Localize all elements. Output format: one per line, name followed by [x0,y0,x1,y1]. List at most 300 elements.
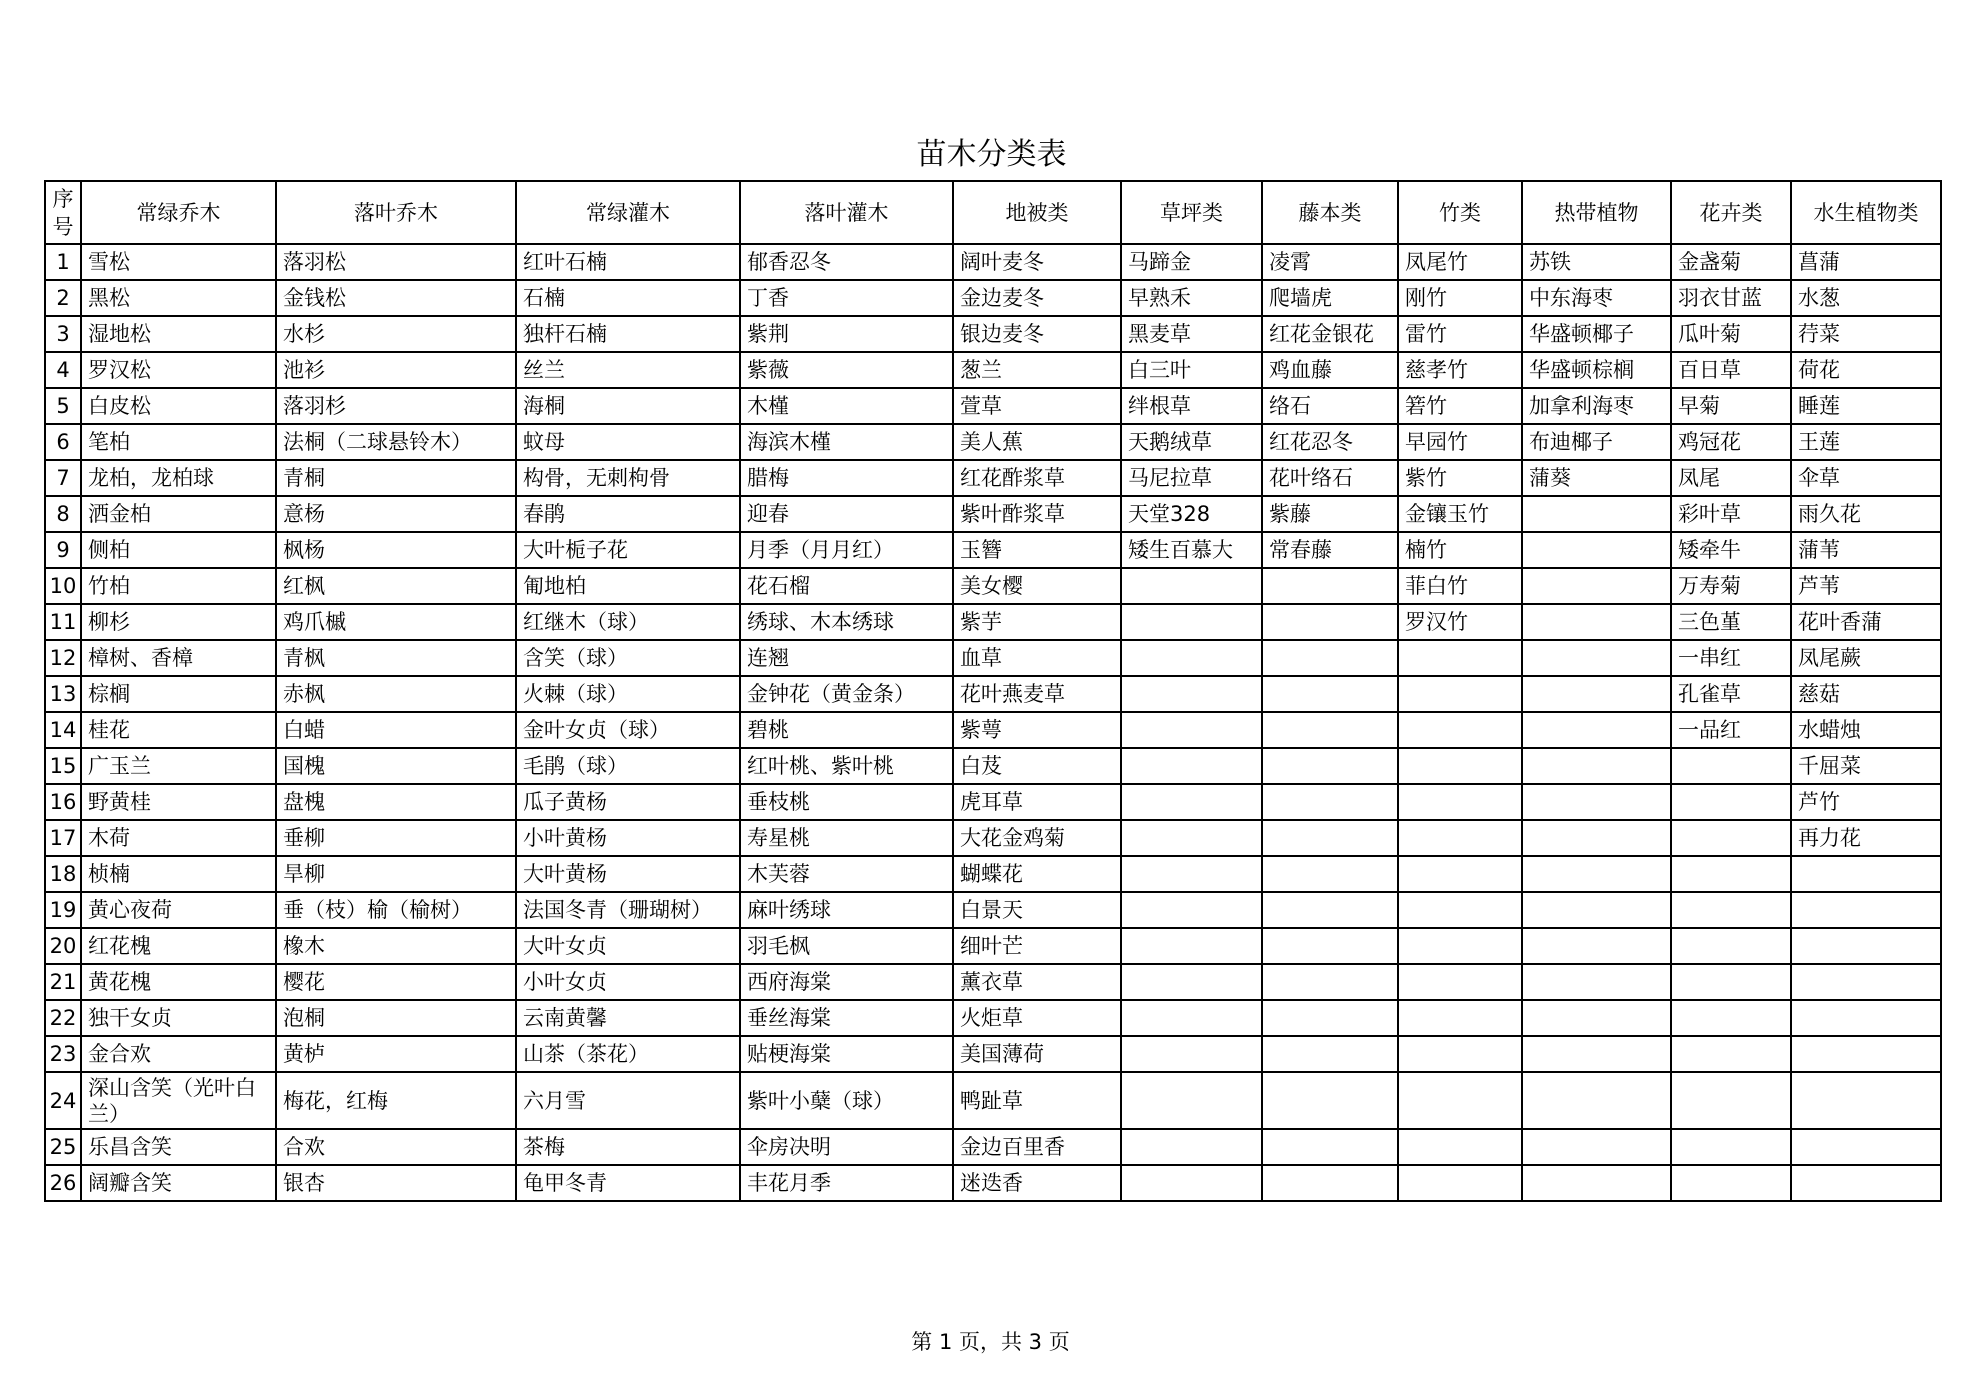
cell-bamboo: 雷竹 [1398,316,1522,352]
cell-seq: 15 [45,748,81,784]
cell-ground-cover: 美人蕉 [953,424,1121,460]
table-body [45,244,1941,1201]
cell-tropical: 苏铁 [1522,244,1671,280]
cell-tropical [1522,1000,1671,1036]
cell-flower [1671,1036,1791,1072]
cell-lawn-grass: 黑麦草 [1121,316,1262,352]
cell-flower: 百日草 [1671,352,1791,388]
table-row [45,640,1941,676]
cell-evergreen-tree: 广玉兰 [81,748,276,784]
cell-deciduous-shrub: 腊梅 [740,460,953,496]
header-evergreen-shrub: 常绿灌木 [516,181,740,244]
cell-seq: 2 [45,280,81,316]
cell-tropical [1522,1072,1671,1129]
cell-ground-cover: 紫叶酢浆草 [953,496,1121,532]
cell-flower: 羽衣甘蓝 [1671,280,1791,316]
cell-flower [1671,964,1791,1000]
cell-deciduous-tree: 鸡爪槭 [276,604,516,640]
cell-evergreen-tree: 金合欢 [81,1036,276,1072]
table-row [45,712,1941,748]
cell-vine [1262,784,1398,820]
table-row [45,1072,1941,1129]
cell-lawn-grass [1121,856,1262,892]
cell-deciduous-shrub: 金钟花（黄金条） [740,676,953,712]
cell-vine [1262,568,1398,604]
cell-ground-cover: 红花酢浆草 [953,460,1121,496]
cell-aquatic [1791,892,1941,928]
header-row [45,181,1941,244]
cell-ground-cover: 玉簪 [953,532,1121,568]
cell-lawn-grass [1121,820,1262,856]
cell-flower: 万寿菊 [1671,568,1791,604]
cell-deciduous-shrub: 绣球、木本绣球 [740,604,953,640]
cell-ground-cover: 薰衣草 [953,964,1121,1000]
cell-deciduous-tree: 泡桐 [276,1000,516,1036]
cell-bamboo: 紫竹 [1398,460,1522,496]
cell-bamboo [1398,820,1522,856]
cell-tropical [1522,1165,1671,1201]
cell-bamboo: 罗汉竹 [1398,604,1522,640]
cell-seq: 24 [45,1072,81,1129]
cell-lawn-grass [1121,1129,1262,1165]
cell-deciduous-shrub: 伞房决明 [740,1129,953,1165]
cell-lawn-grass [1121,892,1262,928]
cell-seq: 26 [45,1165,81,1201]
cell-vine [1262,928,1398,964]
cell-tropical: 蒲葵 [1522,460,1671,496]
cell-deciduous-shrub: 西府海棠 [740,964,953,1000]
cell-vine [1262,1165,1398,1201]
header-deciduous-shrub: 落叶灌木 [740,181,953,244]
cell-tropical [1522,1129,1671,1165]
cell-tropical [1522,568,1671,604]
cell-aquatic: 花叶香蒲 [1791,604,1941,640]
cell-evergreen-tree: 乐昌含笑 [81,1129,276,1165]
cell-ground-cover: 迷迭香 [953,1165,1121,1201]
cell-bamboo: 早园竹 [1398,424,1522,460]
cell-evergreen-shrub: 火棘（球） [516,676,740,712]
cell-aquatic [1791,1165,1941,1201]
cell-aquatic: 芦苇 [1791,568,1941,604]
cell-bamboo [1398,964,1522,1000]
cell-tropical [1522,748,1671,784]
cell-bamboo [1398,1000,1522,1036]
cell-aquatic: 睡莲 [1791,388,1941,424]
cell-vine [1262,640,1398,676]
cell-aquatic: 蒲苇 [1791,532,1941,568]
cell-tropical: 中东海枣 [1522,280,1671,316]
cell-vine [1262,856,1398,892]
cell-flower [1671,1165,1791,1201]
cell-tropical: 华盛顿棕榈 [1522,352,1671,388]
cell-deciduous-shrub: 花石榴 [740,568,953,604]
cell-evergreen-tree: 洒金柏 [81,496,276,532]
cell-deciduous-tree: 金钱松 [276,280,516,316]
cell-seq: 1 [45,244,81,280]
table-row [45,568,1941,604]
cell-evergreen-tree: 野黄桂 [81,784,276,820]
cell-aquatic [1791,1072,1941,1129]
cell-evergreen-tree: 柳杉 [81,604,276,640]
cell-vine [1262,1129,1398,1165]
cell-vine: 紫藤 [1262,496,1398,532]
cell-tropical: 华盛顿椰子 [1522,316,1671,352]
cell-bamboo: 箬竹 [1398,388,1522,424]
table-row [45,280,1941,316]
cell-seq: 16 [45,784,81,820]
cell-evergreen-shrub: 大叶黄杨 [516,856,740,892]
cell-tropical [1522,712,1671,748]
cell-evergreen-shrub: 龟甲冬青 [516,1165,740,1201]
cell-lawn-grass [1121,1165,1262,1201]
cell-flower: 一串红 [1671,640,1791,676]
table-row [45,820,1941,856]
cell-aquatic [1791,1036,1941,1072]
cell-deciduous-shrub: 丁香 [740,280,953,316]
cell-flower: 凤尾 [1671,460,1791,496]
cell-bamboo [1398,928,1522,964]
cell-deciduous-tree: 黄栌 [276,1036,516,1072]
cell-seq: 12 [45,640,81,676]
cell-ground-cover: 白芨 [953,748,1121,784]
table-row [45,784,1941,820]
cell-ground-cover: 葱兰 [953,352,1121,388]
cell-deciduous-tree: 意杨 [276,496,516,532]
cell-deciduous-tree: 国槐 [276,748,516,784]
cell-evergreen-shrub: 红继木（球） [516,604,740,640]
cell-vine [1262,964,1398,1000]
cell-evergreen-tree: 阔瓣含笑 [81,1165,276,1201]
table-row [45,244,1941,280]
cell-vine [1262,892,1398,928]
cell-evergreen-tree: 黄花槐 [81,964,276,1000]
cell-evergreen-tree: 桢楠 [81,856,276,892]
cell-ground-cover: 火炬草 [953,1000,1121,1036]
cell-flower: 金盏菊 [1671,244,1791,280]
cell-deciduous-shrub: 紫叶小蘖（球） [740,1072,953,1129]
cell-deciduous-tree: 池衫 [276,352,516,388]
cell-deciduous-tree: 青枫 [276,640,516,676]
cell-tropical: 布迪椰子 [1522,424,1671,460]
cell-evergreen-shrub: 蚊母 [516,424,740,460]
cell-evergreen-shrub: 春鹃 [516,496,740,532]
table-row [45,460,1941,496]
cell-ground-cover: 鸭趾草 [953,1072,1121,1129]
cell-flower [1671,892,1791,928]
cell-aquatic: 千屈菜 [1791,748,1941,784]
cell-evergreen-tree: 棕榈 [81,676,276,712]
table-row [45,316,1941,352]
cell-ground-cover: 蝴蝶花 [953,856,1121,892]
cell-lawn-grass: 绊根草 [1121,388,1262,424]
cell-flower: 早菊 [1671,388,1791,424]
cell-evergreen-shrub: 构骨，无刺枸骨 [516,460,740,496]
cell-deciduous-shrub: 紫荆 [740,316,953,352]
cell-evergreen-shrub: 金叶女贞（球） [516,712,740,748]
cell-deciduous-shrub: 月季（月月红） [740,532,953,568]
cell-vine [1262,676,1398,712]
cell-ground-cover: 美女樱 [953,568,1121,604]
cell-vine: 爬墙虎 [1262,280,1398,316]
cell-tropical [1522,532,1671,568]
cell-aquatic: 荷花 [1791,352,1941,388]
cell-deciduous-tree: 盘槐 [276,784,516,820]
cell-vine [1262,604,1398,640]
cell-flower: 孔雀草 [1671,676,1791,712]
cell-lawn-grass: 矮生百慕大 [1121,532,1262,568]
cell-vine: 凌霄 [1262,244,1398,280]
cell-seq: 21 [45,964,81,1000]
cell-seq: 22 [45,1000,81,1036]
header-vine: 藤本类 [1262,181,1398,244]
cell-flower: 三色堇 [1671,604,1791,640]
cell-evergreen-shrub: 毛鹃（球） [516,748,740,784]
cell-deciduous-tree: 青桐 [276,460,516,496]
cell-lawn-grass [1121,784,1262,820]
cell-evergreen-tree: 红花槐 [81,928,276,964]
cell-ground-cover: 金边麦冬 [953,280,1121,316]
cell-deciduous-shrub: 丰花月季 [740,1165,953,1201]
cell-flower: 一品红 [1671,712,1791,748]
cell-deciduous-shrub: 迎春 [740,496,953,532]
cell-ground-cover: 美国薄荷 [953,1036,1121,1072]
cell-evergreen-shrub: 红叶石楠 [516,244,740,280]
cell-lawn-grass: 早熟禾 [1121,280,1262,316]
cell-deciduous-shrub: 木槿 [740,388,953,424]
cell-evergreen-shrub: 小叶女贞 [516,964,740,1000]
cell-ground-cover: 萱草 [953,388,1121,424]
cell-seq: 10 [45,568,81,604]
cell-evergreen-shrub: 山茶（茶花） [516,1036,740,1072]
cell-vine [1262,1000,1398,1036]
cell-evergreen-shrub: 石楠 [516,280,740,316]
cell-ground-cover: 阔叶麦冬 [953,244,1121,280]
cell-vine [1262,820,1398,856]
header-seq: 序号 [45,181,81,244]
cell-aquatic: 雨久花 [1791,496,1941,532]
cell-bamboo [1398,892,1522,928]
cell-vine: 鸡血藤 [1262,352,1398,388]
cell-bamboo [1398,748,1522,784]
cell-vine: 络石 [1262,388,1398,424]
cell-deciduous-shrub: 垂枝桃 [740,784,953,820]
cell-flower: 瓜叶菊 [1671,316,1791,352]
cell-seq: 14 [45,712,81,748]
cell-evergreen-tree: 雪松 [81,244,276,280]
cell-tropical [1522,820,1671,856]
table-row [45,964,1941,1000]
cell-evergreen-shrub: 海桐 [516,388,740,424]
cell-tropical [1522,676,1671,712]
cell-deciduous-tree: 落羽松 [276,244,516,280]
cell-bamboo [1398,1129,1522,1165]
cell-flower: 鸡冠花 [1671,424,1791,460]
cell-seq: 19 [45,892,81,928]
cell-tropical [1522,1036,1671,1072]
cell-flower [1671,1072,1791,1129]
cell-aquatic: 荇菜 [1791,316,1941,352]
cell-bamboo [1398,640,1522,676]
page-footer: 第 1 页，共 3 页 [911,1330,1070,1354]
cell-evergreen-tree: 深山含笑（光叶白兰） [81,1072,276,1129]
cell-lawn-grass: 马蹄金 [1121,244,1262,280]
cell-deciduous-shrub: 贴梗海棠 [740,1036,953,1072]
cell-aquatic: 芦竹 [1791,784,1941,820]
cell-lawn-grass: 马尼拉草 [1121,460,1262,496]
cell-tropical [1522,496,1671,532]
cell-deciduous-shrub: 寿星桃 [740,820,953,856]
cell-vine: 花叶络石 [1262,460,1398,496]
cell-seq: 20 [45,928,81,964]
cell-ground-cover: 金边百里香 [953,1129,1121,1165]
table-row [45,1036,1941,1072]
cell-evergreen-tree: 黑松 [81,280,276,316]
table-row [45,928,1941,964]
table-row [45,748,1941,784]
cell-vine [1262,712,1398,748]
cell-seq: 17 [45,820,81,856]
cell-aquatic: 再力花 [1791,820,1941,856]
cell-evergreen-tree: 樟树、香樟 [81,640,276,676]
cell-evergreen-tree: 罗汉松 [81,352,276,388]
cell-aquatic [1791,856,1941,892]
cell-seq: 23 [45,1036,81,1072]
cell-seq: 7 [45,460,81,496]
cell-deciduous-shrub: 垂丝海棠 [740,1000,953,1036]
cell-bamboo [1398,1036,1522,1072]
cell-seq: 13 [45,676,81,712]
cell-tropical [1522,640,1671,676]
cell-deciduous-tree: 水杉 [276,316,516,352]
cell-evergreen-tree: 笔柏 [81,424,276,460]
cell-evergreen-tree: 黄心夜荷 [81,892,276,928]
table-row [45,1129,1941,1165]
cell-ground-cover: 白景天 [953,892,1121,928]
cell-seq: 5 [45,388,81,424]
table-row [45,1000,1941,1036]
cell-flower: 矮牵牛 [1671,532,1791,568]
cell-deciduous-shrub: 碧桃 [740,712,953,748]
cell-flower [1671,784,1791,820]
cell-evergreen-tree: 侧柏 [81,532,276,568]
cell-deciduous-shrub: 木芙蓉 [740,856,953,892]
cell-seq: 8 [45,496,81,532]
cell-bamboo: 慈孝竹 [1398,352,1522,388]
cell-lawn-grass [1121,712,1262,748]
cell-bamboo: 楠竹 [1398,532,1522,568]
cell-deciduous-shrub: 红叶桃、紫叶桃 [740,748,953,784]
cell-ground-cover: 紫萼 [953,712,1121,748]
table-row [45,532,1941,568]
cell-aquatic: 王莲 [1791,424,1941,460]
cell-evergreen-shrub: 云南黄馨 [516,1000,740,1036]
cell-evergreen-shrub: 法国冬青（珊瑚树） [516,892,740,928]
cell-tropical [1522,784,1671,820]
cell-flower [1671,1000,1791,1036]
cell-tropical [1522,964,1671,1000]
cell-seq: 3 [45,316,81,352]
cell-aquatic: 水葱 [1791,280,1941,316]
cell-bamboo [1398,712,1522,748]
cell-ground-cover: 细叶芒 [953,928,1121,964]
cell-deciduous-tree: 落羽杉 [276,388,516,424]
cell-ground-cover: 银边麦冬 [953,316,1121,352]
cell-aquatic: 水蜡烛 [1791,712,1941,748]
cell-lawn-grass [1121,676,1262,712]
cell-aquatic [1791,964,1941,1000]
cell-deciduous-tree: 梅花，红梅 [276,1072,516,1129]
table-row [45,604,1941,640]
cell-tropical [1522,892,1671,928]
cell-seq: 11 [45,604,81,640]
cell-bamboo [1398,1072,1522,1129]
cell-deciduous-shrub: 郁香忍冬 [740,244,953,280]
cell-vine: 常春藤 [1262,532,1398,568]
cell-lawn-grass [1121,1000,1262,1036]
cell-evergreen-shrub: 茶梅 [516,1129,740,1165]
cell-seq: 18 [45,856,81,892]
cell-vine [1262,748,1398,784]
cell-deciduous-tree: 橡木 [276,928,516,964]
cell-lawn-grass [1121,928,1262,964]
header-flower: 花卉类 [1671,181,1791,244]
cell-tropical [1522,928,1671,964]
cell-evergreen-shrub: 含笑（球） [516,640,740,676]
cell-bamboo [1398,676,1522,712]
cell-evergreen-shrub: 大叶栀子花 [516,532,740,568]
cell-ground-cover: 大花金鸡菊 [953,820,1121,856]
cell-lawn-grass [1121,748,1262,784]
table-row [45,892,1941,928]
table-row [45,424,1941,460]
header-tropical: 热带植物 [1522,181,1671,244]
cell-evergreen-tree: 竹柏 [81,568,276,604]
header-ground-cover: 地被类 [953,181,1121,244]
cell-evergreen-tree: 白皮松 [81,388,276,424]
header-lawn-grass: 草坪类 [1121,181,1262,244]
table-row [45,388,1941,424]
cell-aquatic: 慈菇 [1791,676,1941,712]
cell-lawn-grass [1121,1036,1262,1072]
cell-flower: 彩叶草 [1671,496,1791,532]
cell-seq: 25 [45,1129,81,1165]
cell-evergreen-tree: 湿地松 [81,316,276,352]
cell-deciduous-tree: 枫杨 [276,532,516,568]
cell-evergreen-shrub: 瓜子黄杨 [516,784,740,820]
page-title: 苗木分类表 [916,137,1067,172]
cell-evergreen-shrub: 大叶女贞 [516,928,740,964]
cell-aquatic: 凤尾蕨 [1791,640,1941,676]
cell-lawn-grass: 天鹅绒草 [1121,424,1262,460]
table-row [45,352,1941,388]
cell-aquatic [1791,1129,1941,1165]
cell-lawn-grass [1121,964,1262,1000]
header-evergreen-tree: 常绿乔木 [81,181,276,244]
cell-evergreen-shrub: 六月雪 [516,1072,740,1129]
cell-evergreen-tree: 独干女贞 [81,1000,276,1036]
cell-lawn-grass [1121,1072,1262,1129]
cell-lawn-grass [1121,640,1262,676]
cell-flower [1671,748,1791,784]
cell-aquatic [1791,928,1941,964]
cell-bamboo: 刚竹 [1398,280,1522,316]
cell-lawn-grass: 白三叶 [1121,352,1262,388]
cell-evergreen-shrub: 小叶黄杨 [516,820,740,856]
cell-flower [1671,928,1791,964]
cell-ground-cover: 血草 [953,640,1121,676]
cell-deciduous-tree: 合欢 [276,1129,516,1165]
cell-deciduous-tree: 银杏 [276,1165,516,1201]
